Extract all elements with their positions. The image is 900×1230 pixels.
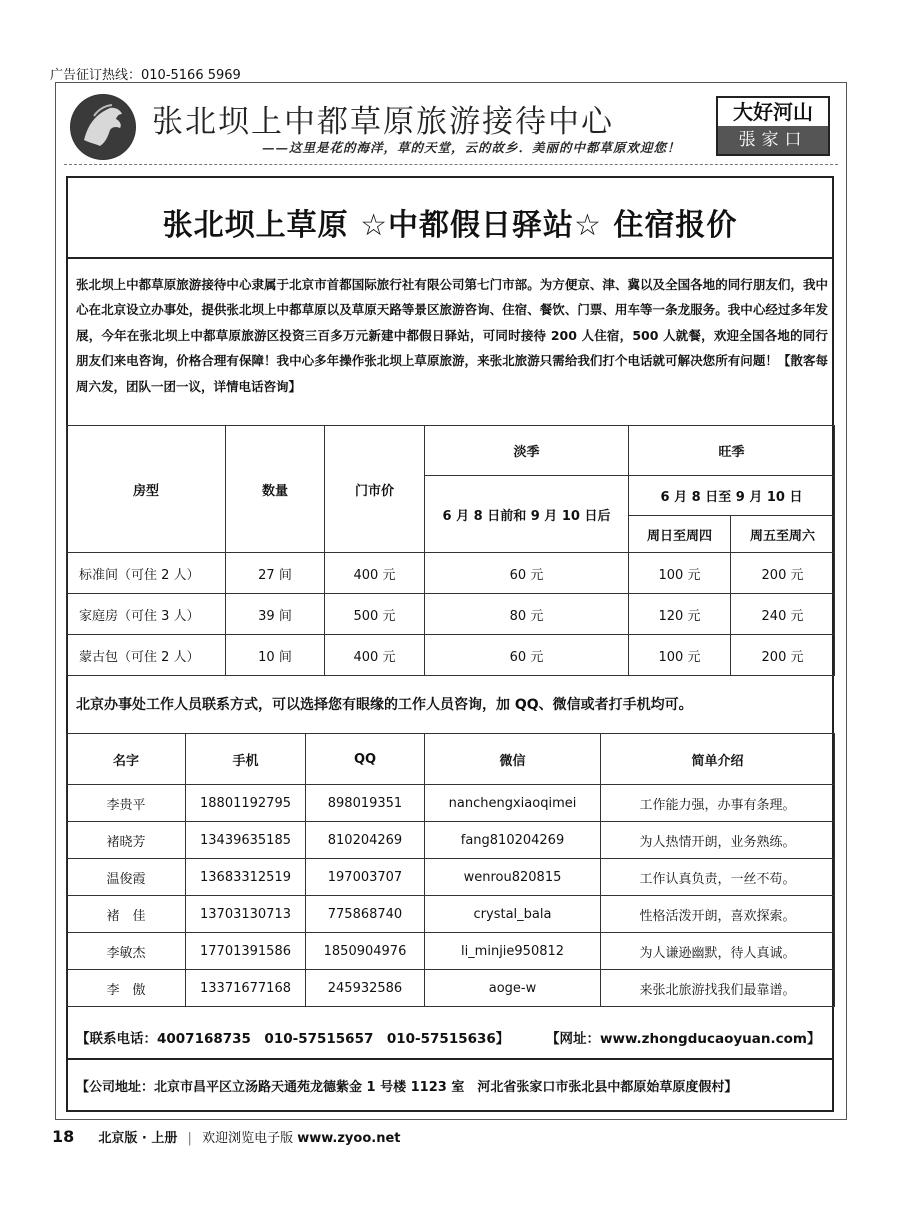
page-title: 张北坝上草原 ☆中都假日驿站☆ 住宿报价 (162, 208, 738, 243)
table-row (67, 594, 835, 635)
col-mobile: 手机 (186, 734, 306, 785)
col-weekday: 周日至周四 (629, 516, 731, 553)
weekday-price: 100 元 (629, 553, 731, 594)
staff-mobile: 13703130713 (186, 896, 306, 933)
col-intro: 简单介绍 (601, 734, 835, 785)
staff-name: 温俊霞 (67, 859, 186, 896)
horse-logo (70, 94, 136, 160)
brand-badge-top: 大好河山 (718, 98, 828, 126)
col-low-season: 淡季 (425, 426, 629, 476)
staff-qq: 245932586 (306, 970, 425, 1007)
staff-mobile: 13439635185 (186, 822, 306, 859)
table-row (67, 970, 835, 1007)
staff-mobile: 17701391586 (186, 933, 306, 970)
header-divider (64, 164, 838, 165)
horse-head-icon (70, 94, 136, 160)
col-wechat: 微信 (425, 734, 601, 785)
staff-wechat: crystal_bala (425, 896, 601, 933)
table-row (67, 553, 835, 594)
edition-label: 北京版 · 上册 (98, 1131, 178, 1146)
table-row (67, 635, 835, 676)
staff-intro: 来张北旅游找我们最靠谱。 (601, 970, 835, 1007)
staff-wechat: nanchengxiaoqimei (425, 785, 601, 822)
staff-intro: 性格活泼开朗，喜欢探索。 (601, 896, 835, 933)
table-row (67, 822, 835, 859)
staff-name: 褚晓芳 (67, 822, 186, 859)
rack-price: 400 元 (325, 553, 425, 594)
ad-hotline: 广告征订热线：010-5166 5969 (50, 68, 241, 83)
col-high-season: 旺季 (629, 426, 835, 476)
staff-qq: 1850904976 (306, 933, 425, 970)
table-row (67, 933, 835, 970)
table-row (67, 785, 835, 822)
staff-name: 李 傲 (67, 970, 186, 1007)
staff-wechat: aoge-w (425, 970, 601, 1007)
room-type: 标准间（可住 2 人） (67, 553, 226, 594)
weekend-price: 200 元 (731, 635, 835, 676)
page-footer (52, 1127, 401, 1146)
contact-address: 【公司地址：北京市昌平区立汤路天通苑龙德紫金 1 号楼 1123 室 河北省张家口市张北县中都原始草原度假村】 (76, 1080, 738, 1095)
staff-wechat: li_minjie950812 (425, 933, 601, 970)
staff-qq: 775868740 (306, 896, 425, 933)
header-slogan: ——这里是花的海洋，草的天堂，云的故乡．美丽的中都草原欢迎您！ (262, 140, 681, 155)
room-quantity: 39 间 (226, 594, 325, 635)
footer-website-link[interactable]: www.zyoo.net (297, 1131, 401, 1146)
weekday-price: 120 元 (629, 594, 731, 635)
contact-divider (66, 1058, 834, 1060)
staff-table (66, 733, 835, 1007)
header-title: 张北坝上中都草原旅游接待中心 (152, 104, 614, 140)
staff-intro: 为人热情开朗，业务熟练。 (601, 822, 835, 859)
weekday-price: 100 元 (629, 635, 731, 676)
staff-qq: 898019351 (306, 785, 425, 822)
staff-intro: 为人谦逊幽默，待人真诚。 (601, 933, 835, 970)
staff-name: 李敏杰 (67, 933, 186, 970)
room-type: 家庭房（可住 3 人） (67, 594, 226, 635)
low-season-period: 6 月 8 日前和 9 月 10 日后 (425, 476, 629, 553)
col-rack-price: 门市价 (325, 426, 425, 553)
room-type: 蒙古包（可住 2 人） (67, 635, 226, 676)
contact-website[interactable]: 【网址：www.zhongducaoyuan.com】 (546, 1031, 821, 1047)
staff-wechat: fang810204269 (425, 822, 601, 859)
rack-price: 500 元 (325, 594, 425, 635)
staff-intro: 工作能力强，办事有条理。 (601, 785, 835, 822)
staff-mobile: 18801192795 (186, 785, 306, 822)
staff-name: 褚 佳 (67, 896, 186, 933)
intro-paragraph: 张北坝上中都草原旅游接待中心隶属于北京市首都国际旅行社有限公司第七门市部。为方便京、津、冀以及全国各地的同行朋友们，我中心在北京设立办事处，提供张北坝上中都草原以及草原天路等景区旅游咨询、住宿、餐饮、门票、用车等一条龙服务。我中心经过多年发展，今年在张北坝上中都草原旅游区投资三百多万元新建中都假日驿站，可同时接待 200 人住宿，500 人就餐，欢迎全国各地的同行朋友们来电咨询，价格合理有保障！我中心多年操作张北坝上草原旅游，来张北旅游只需给我们打个电话就可解决您所有问题！【散客每周六发，团队一团一议，详情电话咨询】 (76, 277, 828, 394)
col-qq: QQ (306, 734, 425, 785)
low-season-price: 80 元 (425, 594, 629, 635)
footer-welcome: 欢迎浏览电子版 (202, 1131, 294, 1146)
table-row (67, 896, 835, 933)
room-quantity: 27 间 (226, 553, 325, 594)
weekend-price: 240 元 (731, 594, 835, 635)
staff-mobile: 13683312519 (186, 859, 306, 896)
staff-name: 李贵平 (67, 785, 186, 822)
staff-mobile: 13371677168 (186, 970, 306, 1007)
rate-table (66, 425, 835, 676)
contact-intro: 北京办事处工作人员联系方式，可以选择您有眼缘的工作人员咨询，加 QQ、微信或者打手机均可。 (76, 697, 693, 713)
staff-wechat: wenrou820815 (425, 859, 601, 896)
weekend-price: 200 元 (731, 553, 835, 594)
low-season-price: 60 元 (425, 635, 629, 676)
room-quantity: 10 间 (226, 635, 325, 676)
high-season-period: 6 月 8 日至 9 月 10 日 (629, 476, 835, 516)
table-row (67, 859, 835, 896)
low-season-price: 60 元 (425, 553, 629, 594)
col-weekend: 周五至周六 (731, 516, 835, 553)
staff-qq: 810204269 (306, 822, 425, 859)
footer-separator: | (187, 1131, 192, 1146)
staff-qq: 197003707 (306, 859, 425, 896)
title-divider (66, 257, 834, 259)
rack-price: 400 元 (325, 635, 425, 676)
brand-badge-bottom: 張家口 (718, 126, 828, 154)
col-quantity: 数量 (226, 426, 325, 553)
page-number: 18 (52, 1127, 75, 1146)
col-name: 名字 (67, 734, 186, 785)
contact-phones: 【联系电话：4007168735 010-57515657 010-57515636】 (76, 1031, 510, 1047)
col-room-type: 房型 (67, 426, 226, 553)
brand-badge (716, 96, 830, 156)
staff-intro: 工作认真负责，一丝不苟。 (601, 859, 835, 896)
